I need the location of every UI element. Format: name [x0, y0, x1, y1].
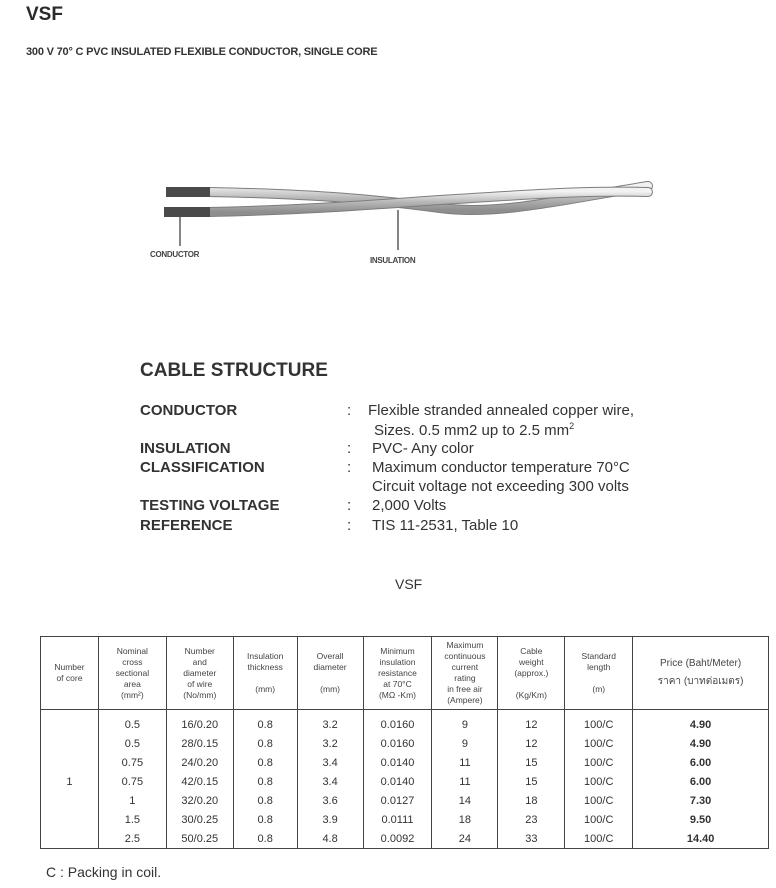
cell-price: 6.00: [633, 753, 769, 772]
cell-core-count: 1: [41, 710, 99, 849]
cell-weight: 12: [498, 710, 565, 735]
header-overall-diameter: Overall diameter (mm): [297, 637, 363, 710]
spec-colon: :: [347, 440, 352, 457]
cell-thickness: 0.8: [233, 829, 297, 849]
cell-wire: 28/0.15: [166, 734, 233, 753]
conductor-end-lower: [164, 207, 210, 217]
cell-wire: 50/0.25: [166, 829, 233, 849]
cell-price: 7.30: [633, 791, 769, 810]
cell-area: 2.5: [98, 829, 166, 849]
cell-diameter: 4.8: [297, 829, 363, 849]
cell-diameter: 3.6: [297, 791, 363, 810]
header-min-resistance: Minimum insulation resistance at 70°C (MΩ -Km): [363, 637, 432, 710]
cell-length: 100/C: [565, 710, 633, 735]
insulation-label: INSULATION: [370, 256, 416, 265]
cell-wire: 30/0.25: [166, 810, 233, 829]
spec-value-reference: TIS 11-2531, Table 10: [372, 517, 519, 534]
header-insulation-thickness: Insulation thickness (mm): [233, 637, 297, 710]
spec-label-conductor: CONDUCTOR: [140, 402, 238, 419]
cell-resistance: 0.0140: [363, 753, 432, 772]
cell-diameter: 3.2: [297, 734, 363, 753]
spec-value-insulation: PVC- Any color: [372, 440, 474, 457]
header-price: Price (Baht/Meter) ราคา (บาทต่อเมตร): [633, 637, 769, 710]
header-sectional-area: Nominal cross sectional area (mm²): [98, 637, 166, 710]
header-standard-length: Standard length (m): [565, 637, 633, 710]
cell-current: 18: [432, 810, 498, 829]
cell-price: 4.90: [633, 710, 769, 735]
cell-thickness: 0.8: [233, 734, 297, 753]
cell-resistance: 0.0140: [363, 772, 432, 791]
header-max-current: Maximum continuous current rating in free air (Ampere): [432, 637, 498, 710]
page-subtitle: 300 V 70° C PVC INSULATED FLEXIBLE CONDUCTOR, SINGLE CORE: [26, 46, 378, 58]
conductor-end-upper: [166, 187, 210, 197]
cell-length: 100/C: [565, 791, 633, 810]
spec-colon: :: [347, 459, 352, 476]
cell-price: 9.50: [633, 810, 769, 829]
cell-area: 0.5: [98, 710, 166, 735]
cell-wire: 16/0.20: [166, 710, 233, 735]
spec-colon: :: [347, 497, 352, 514]
cell-current: 11: [432, 772, 498, 791]
table-row: [41, 753, 769, 772]
table-row: [41, 810, 769, 829]
cell-thickness: 0.8: [233, 710, 297, 735]
cell-area: 0.75: [98, 753, 166, 772]
cell-price: 4.90: [633, 734, 769, 753]
cell-wire: 24/0.20: [166, 753, 233, 772]
cell-resistance: 0.0127: [363, 791, 432, 810]
cell-current: 9: [432, 734, 498, 753]
table-caption: VSF: [395, 576, 423, 592]
cell-area: 0.75: [98, 772, 166, 791]
cell-resistance: 0.0092: [363, 829, 432, 849]
spec-label-classification: CLASSIFICATION: [140, 459, 265, 476]
cable-illustration: [140, 170, 660, 250]
cell-price: 14.40: [633, 829, 769, 849]
cell-length: 100/C: [565, 734, 633, 753]
cell-thickness: 0.8: [233, 791, 297, 810]
conductor-label: CONDUCTOR: [150, 250, 200, 259]
cell-resistance: 0.0160: [363, 734, 432, 753]
packing-note: C : Packing in coil.: [46, 864, 162, 880]
cell-length: 100/C: [565, 772, 633, 791]
spec-value-classification-line2: Circuit voltage not exceeding 300 volts: [372, 478, 629, 495]
spec-value-conductor-line2: Sizes. 0.5 mm2 up to 2.5 $mm^2$: [374, 421, 575, 439]
cell-weight: 18: [498, 791, 565, 810]
cell-weight: 33: [498, 829, 565, 849]
cell-diameter: 3.4: [297, 772, 363, 791]
cell-length: 100/C: [565, 829, 633, 849]
table-row: [41, 772, 769, 791]
header-number-of-core: Number of core: [41, 637, 99, 710]
spec-label-reference: REFERENCE: [140, 517, 233, 534]
header-number-diameter: Number and diameter of wire (No/mm): [166, 637, 233, 710]
table-row: [41, 710, 769, 735]
cell-resistance: 0.0111: [363, 810, 432, 829]
spec-label-testing-voltage: TESTING VOLTAGE: [140, 497, 280, 514]
cell-diameter: 3.9: [297, 810, 363, 829]
cell-thickness: 0.8: [233, 772, 297, 791]
cell-weight: 15: [498, 753, 565, 772]
cell-area: 1.5: [98, 810, 166, 829]
table-row: [41, 791, 769, 810]
cell-wire: 32/0.20: [166, 791, 233, 810]
cable-structure-heading: CABLE STRUCTURE: [140, 360, 328, 381]
cell-weight: 23: [498, 810, 565, 829]
table-row: [41, 829, 769, 849]
cell-diameter: 3.2: [297, 710, 363, 735]
spec-value-conductor-line1: Flexible stranded annealed copper wire,: [368, 402, 634, 419]
cell-current: 14: [432, 791, 498, 810]
superscript: 2: [569, 421, 575, 431]
spec-label-insulation: INSULATION: [140, 440, 231, 457]
spec-table: [40, 636, 769, 849]
header-cable-weight: Cable weight (approx.) (Kg/Km): [498, 637, 565, 710]
cell-weight: 12: [498, 734, 565, 753]
cell-thickness: 0.8: [233, 753, 297, 772]
cell-weight: 15: [498, 772, 565, 791]
spec-value-testing-voltage: 2,000 Volts: [372, 497, 447, 514]
cell-thickness: 0.8: [233, 810, 297, 829]
spec-value-classification-line1: Maximum conductor temperature 70°C: [372, 459, 630, 476]
cell-current: 9: [432, 710, 498, 735]
cell-current: 24: [432, 829, 498, 849]
cell-area: 1: [98, 791, 166, 810]
table-body: [41, 710, 769, 849]
spec-colon: :: [347, 517, 352, 534]
cell-resistance: 0.0160: [363, 710, 432, 735]
cell-length: 100/C: [565, 753, 633, 772]
cell-price: 6.00: [633, 772, 769, 791]
cell-current: 11: [432, 753, 498, 772]
table-row: [41, 734, 769, 753]
table-header-row: [41, 637, 769, 710]
cell-wire: 42/0.15: [166, 772, 233, 791]
cell-diameter: 3.4: [297, 753, 363, 772]
cell-length: 100/C: [565, 810, 633, 829]
page-title: VSF: [26, 4, 63, 25]
cell-area: 0.5: [98, 734, 166, 753]
spec-colon: :: [347, 402, 352, 419]
